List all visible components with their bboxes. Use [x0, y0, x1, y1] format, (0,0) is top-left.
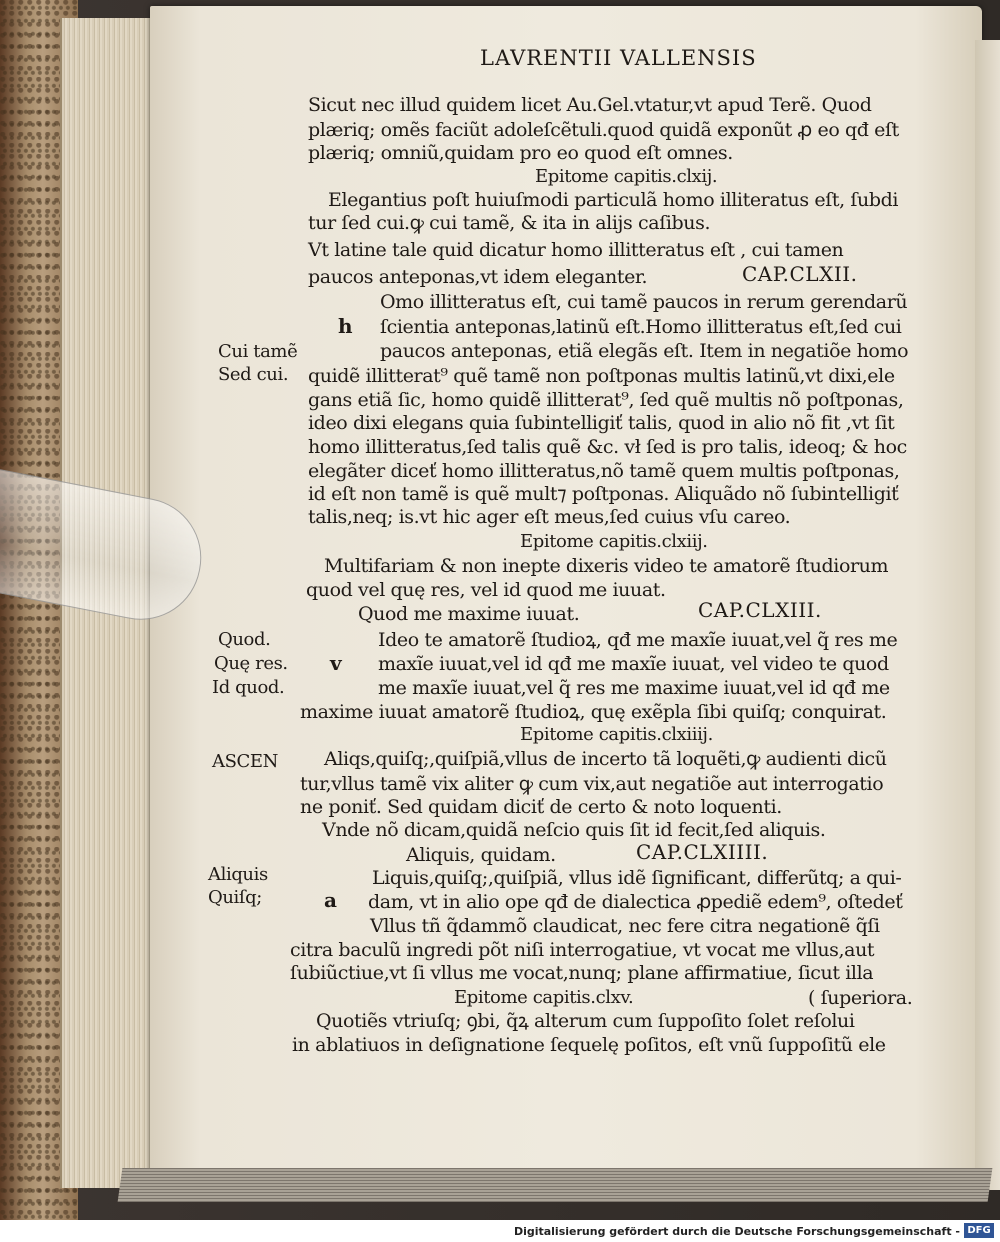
footer-bar: [0, 1220, 1000, 1242]
margin-note: Sed cui.: [218, 364, 289, 385]
text-line: plæriq; omẽs faciũt adoleſcẽtuli.quod quidã exponũt ꝓ eo qđ eſt: [308, 119, 899, 141]
text-line: paucos anteponas,vt idem eleganter.: [308, 266, 648, 288]
text-line: id eſt non tamẽ is quẽ mult⁊ poſtponas. Aliquãdo nõ ſubintelligiť: [308, 483, 899, 505]
text-line: maxime iuuat amatorẽ ſtudioꝝ, quę exẽpla ſibi quiſq; conquirat.: [300, 701, 887, 723]
text-line: ne poniť. Sed quidam diciť de certo & noto loquenti.: [300, 796, 782, 818]
epitome-heading: Epitome capitis.clxiiij.: [520, 724, 713, 745]
chapter-heading: CAP.CLXIII.: [698, 598, 822, 622]
text-line: quod vel quę res, vel id quod me iuuat.: [306, 579, 666, 601]
text-line: Quotiẽs vtriuſq; ꝯbi, q̃ꝝ alterum cum ſuppoſito ſolet reſolui: [316, 1010, 855, 1032]
margin-note: Quod.: [218, 629, 271, 650]
subsection-heading: Aliquis, quidam.: [406, 844, 556, 866]
text-line: ideo dixi elegans quia ſubintelligiť talis, quod in alio nõ fit ,vt ſit: [308, 412, 895, 434]
guide-letter: h: [338, 314, 353, 338]
text-line: Aliqs,quiſq;,quiſpiã,vllus de incerto tã loquẽti,ꝙ audienti dicũ: [324, 748, 887, 770]
text-line: Ideo te amatorẽ ſtudioꝝ, qđ me maxĩe iuuat,vel q̃ res me: [378, 629, 898, 651]
chapter-heading: CAP.CLXIIII.: [636, 840, 769, 864]
funding-credit: Digitalisierung gefördert durch die Deutsche Forschungsgemeinschaft -: [513, 1225, 960, 1238]
text-line: quidẽ illitterat⁹ quẽ tamẽ non poſtponas multis latinũ,vt dixi,ele: [308, 365, 895, 387]
epitome-heading: Epitome capitis.clxiij.: [520, 531, 708, 552]
page-bottom-edges: [118, 1168, 993, 1202]
text-line: Vllus tñ q̃dammõ claudicat, nec fere citra negationẽ q̃ſi: [370, 915, 880, 937]
text-line: citra baculũ ingredi põt niſi interrogatiue, vt vocat me vllus,aut: [290, 939, 875, 961]
text-line: Vnde nõ dicam,quidã neſcio quis ſit id fecit,ſed aliquis.: [322, 819, 826, 841]
text-line: talis,neq; is.vt hic ager eſt meus,ſed cuius vſu careo.: [308, 506, 791, 528]
margin-note: Aliquis: [208, 864, 268, 885]
margin-note: Cui tamẽ: [218, 341, 298, 362]
text-line: elegãter diceť homo illitteratus,nõ tamẽ quem multis poſtponas,: [308, 460, 900, 482]
margin-note: ASCEN: [212, 751, 278, 772]
guide-letter: v: [330, 651, 342, 675]
text-line: maxĩe iuuat,vel id qđ me maxĩe iuuat, vel video te quod: [378, 653, 889, 675]
dfg-logo: DFG: [964, 1223, 994, 1238]
margin-note: Id quod.: [212, 677, 285, 698]
text-line: tur,vllus tamẽ vix aliter ꝙ cum vix,aut negatiõe aut interrogatio: [300, 773, 884, 795]
text-line: Sicut nec illud quidem licet Au.Gel.vtatur,vt apud Terẽ. Quod: [308, 94, 872, 116]
margin-note: Quę res.: [214, 653, 288, 674]
epitome-heading: Epitome capitis.clxij.: [535, 166, 718, 187]
text-line: paucos anteponas, etiã elegãs eſt. Item in negatiõe homo: [380, 340, 909, 362]
text-line: dam, vt in alio ope qđ de dialectica ꝓpediẽ edem⁹, oſtedeť: [368, 891, 903, 913]
running-header: LAVRENTII VALLENSIS: [480, 46, 757, 70]
text-line: ( ſuperiora.: [808, 987, 913, 1009]
text-line: homo illitteratus,ſed talis quẽ &c. vł ſed is pro talis, ideoq; & hoc: [308, 436, 907, 458]
text-line: ſcientia anteponas,latinũ eſt.Homo illitteratus eſt,ſed cui: [380, 316, 902, 338]
text-line: Vt latine tale quid dicatur homo illitteratus eſt , cui tamen: [308, 239, 844, 261]
text-line: ſubiũctiue,vt ſi vllus me vocat,nunq; plane affirmatiue, ſicut illa: [290, 962, 874, 984]
guide-letter: a: [324, 888, 337, 912]
subsection-heading: Quod me maxime iuuat.: [358, 603, 580, 625]
text-line: Multifariam & non inepte dixeris video te amatorẽ ſtudiorum: [324, 555, 889, 577]
text-line: Liquis,quiſq;,quiſpiã, vllus idẽ ſignificant, differũtq; a qui-: [372, 867, 902, 889]
facing-page-edge: [975, 40, 1000, 1190]
chapter-heading: CAP.CLXII.: [742, 262, 858, 286]
text-line: plæriq; omniũ,quidam pro eo quod eſt omnes.: [308, 142, 733, 164]
text-line: in ablatiuos in deſignatione ſequelę poſitos, eſt vnũ ſuppoſitũ ele: [292, 1034, 886, 1056]
text-line: gans etiã ſic, homo quidẽ illitterat⁹, ſed quẽ multis nõ poſtponas,: [308, 389, 904, 411]
epitome-heading: Epitome capitis.clxv.: [454, 987, 634, 1008]
text-line: tur ſed cui.ꝙ cui tamẽ, & ita in alijs caſibus.: [308, 212, 711, 234]
text-line: me maxĩe iuuat,vel q̃ res me maxime iuuat,vel id qđ me: [378, 677, 890, 699]
text-line: Omo illitteratus eſt, cui tamẽ paucos in rerum gerendarũ: [380, 291, 908, 313]
margin-note: Quiſq;: [208, 887, 262, 908]
text-line: Elegantius poſt huiuſmodi particulã homo illiteratus eſt, ſubdi: [328, 189, 899, 211]
